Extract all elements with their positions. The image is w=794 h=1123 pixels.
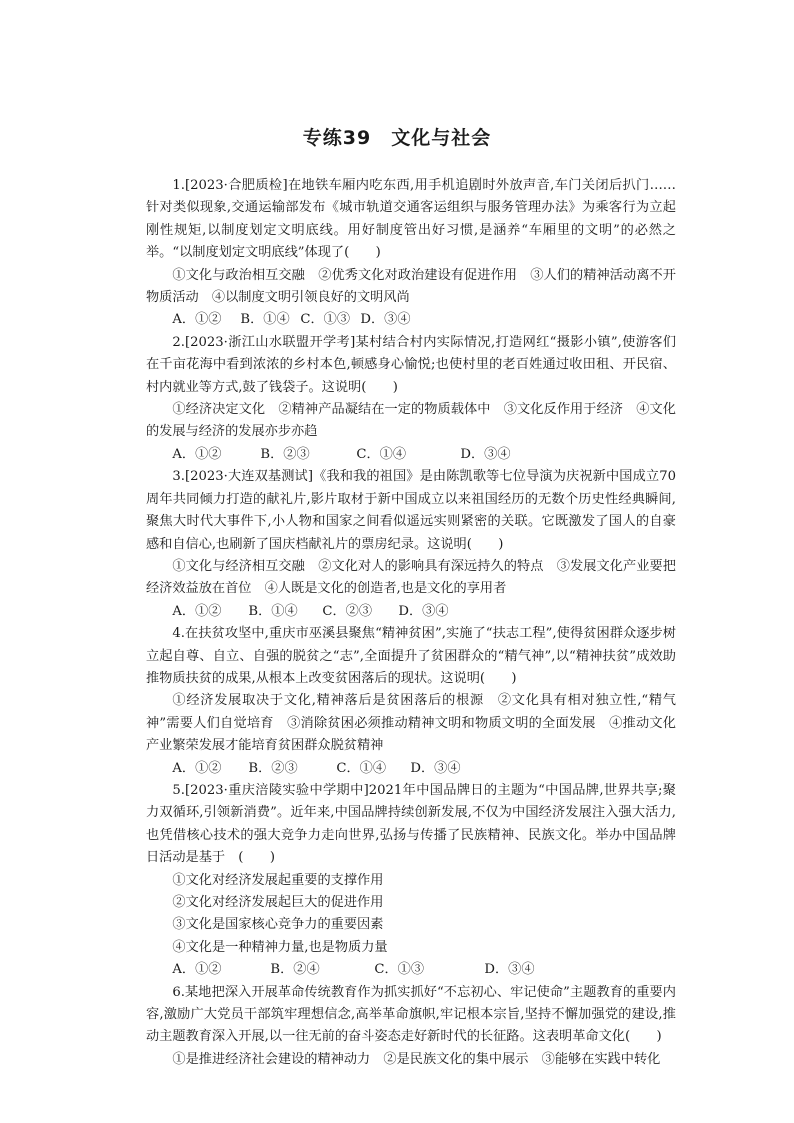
option-d: D．③④ bbox=[360, 312, 411, 328]
question-5-item-4: ④文化是一种精神力量,也是物质力量 bbox=[172, 939, 388, 955]
option-b: B．①④ bbox=[240, 312, 290, 328]
option-c: C．①④ bbox=[336, 760, 387, 776]
question-2-options bbox=[146, 444, 676, 466]
option-d: D．③④ bbox=[410, 760, 461, 776]
question-1-stem: 1.[2023·合肥质检]在地铁车厢内吃东西,用手机追剧时外放声音,车门关闭后扒门……针对类似现象,交通运输部发布《城市轨道交通客运组织与服务管理办法》为乘客行为立起刚性规矩,以制度划定文明底线。用好制度管出好习惯,是涵养“车厢里的文明”的必然之举。“以制度划定文明底线”体现了( ) bbox=[146, 178, 676, 261]
question-3-items: ①文化与经济相互交融 ②文化对人的影响具有深远持久的特点 ③发展文化产业要把经济效益放在首位 ④人既是文化的创造者,也是文化的享用者 bbox=[146, 558, 676, 597]
option-b: B．②③ bbox=[248, 760, 298, 776]
option-a: A．①② bbox=[172, 446, 222, 462]
question-3-stem: 3.[2023·大连双基测试]《我和我的祖国》是由陈凯歌等七位导演为庆祝新中国成立70周年共同倾力打造的献礼片,影片取材于新中国成立以来祖国经历的无数个历史性经典瞬间,聚焦大时代大事件下,小人物和国家之间看似遥远实则紧密的关联。它既激发了国人的自豪感和自信心,也刷新了国庆档献礼片的票房纪录。这说明( ) bbox=[146, 469, 676, 552]
question-5-item-2: ②文化对经济发展起巨大的促进作用 bbox=[172, 895, 384, 910]
option-d: D．③④ bbox=[484, 962, 535, 978]
option-b: B．②④ bbox=[270, 962, 320, 978]
option-a: A．①② bbox=[172, 312, 222, 328]
option-c: C．①④ bbox=[356, 446, 407, 462]
option-c: C．①③ bbox=[374, 962, 425, 978]
question-5-stem: 5.[2023·重庆涪陵实验中学期中]2021年中国品牌日的主题为“中国品牌,世界共享;聚力双循环,引领新消费”。近年来,中国品牌持续创新发展,不仅为中国经济发展注入强大活力,也凭借核心技术的强大竞争力走向世界,弘扬与传播了民族精神、民族文化。举办中国品牌日活动是基于 ( ) bbox=[146, 782, 676, 866]
question-5-item-3: ③文化是国家核心竞争力的重要因素 bbox=[172, 917, 384, 933]
question-3-options bbox=[146, 601, 676, 623]
option-b: B．②③ bbox=[260, 446, 310, 462]
question-2-items: ①经济决定文化 ②精神产品凝结在一定的物质载体中 ③文化反作用于经济 ④文化的发展与经济的发展亦步亦趋 bbox=[146, 402, 676, 440]
option-b: B．①④ bbox=[248, 603, 298, 619]
option-a: A．①② bbox=[172, 962, 222, 978]
option-d: D．③④ bbox=[460, 446, 511, 462]
question-5-item-1: ①文化对经济发展起重要的支撑作用 bbox=[172, 872, 384, 888]
document-body bbox=[146, 175, 676, 1071]
question-4-items: ①经济发展取决于文化,精神落后是贫困落后的根源 ②文化具有相对独立性,“精气神”需要人们自觉培育 ③消除贫困必须推动精神文明和物质文明的全面发展 ④推动文化产业繁荣发展才能培育贫困群众脱贫精神 bbox=[146, 693, 676, 754]
option-a: A．①② bbox=[172, 603, 222, 619]
question-5-options bbox=[146, 959, 676, 981]
option-a: A．①② bbox=[172, 760, 222, 776]
option-d: D．③④ bbox=[398, 603, 449, 619]
question-4-stem: 4.在扶贫攻坚中,重庆市巫溪县聚焦“精神贫困”,实施了“扶志工程”,使得贫困群众逐步树立起自尊、自立、自强的脱贫之“志”,全面提升了贫困群众的“精气神”,以“精神扶贫”成效助推物质扶贫的成果,从根本上改变贫困落后的现状。这说明( ) bbox=[146, 626, 676, 686]
question-4-options bbox=[146, 758, 676, 780]
question-1-options bbox=[146, 309, 676, 331]
question-6-stem: 6.某地把深入开展革命传统教育作为抓实抓好“不忘初心、牢记使命”主题教育的重要内容,激励广大党员干部筑牢理想信念,高举革命旗帜,牢记根本宗旨,坚持不懈加强党的建设,推动主题教育深入开展,以一往无前的奋斗姿态走好新时代的长征路。这表明革命文化( ) bbox=[146, 984, 676, 1045]
option-c: C．①③ bbox=[300, 312, 351, 328]
option-c: C．②③ bbox=[322, 603, 373, 619]
question-1-items: ①文化与政治相互交融 ②优秀文化对政治建设有促进作用 ③人们的精神活动离不开物质活动 ④以制度文明引领良好的文明风尚 bbox=[146, 267, 676, 306]
page-title: 专练39 文化与社会 bbox=[302, 127, 492, 149]
question-6-items: ①是推进经济社会建设的精神动力 ②是民族文化的集中展示 ③能够在实践中转化 bbox=[172, 1051, 661, 1067]
question-2-stem: 2.[2023·浙江山水联盟开学考]某村结合村内实际情况,打造网红“摄影小镇”,使游客们在千亩花海中看到浓浓的乡村本色,顿感身心愉悦;也使村里的老百姓通过收田租、开民宿、村内就业等方式,鼓了钱袋子。这说明( ) bbox=[146, 334, 676, 395]
